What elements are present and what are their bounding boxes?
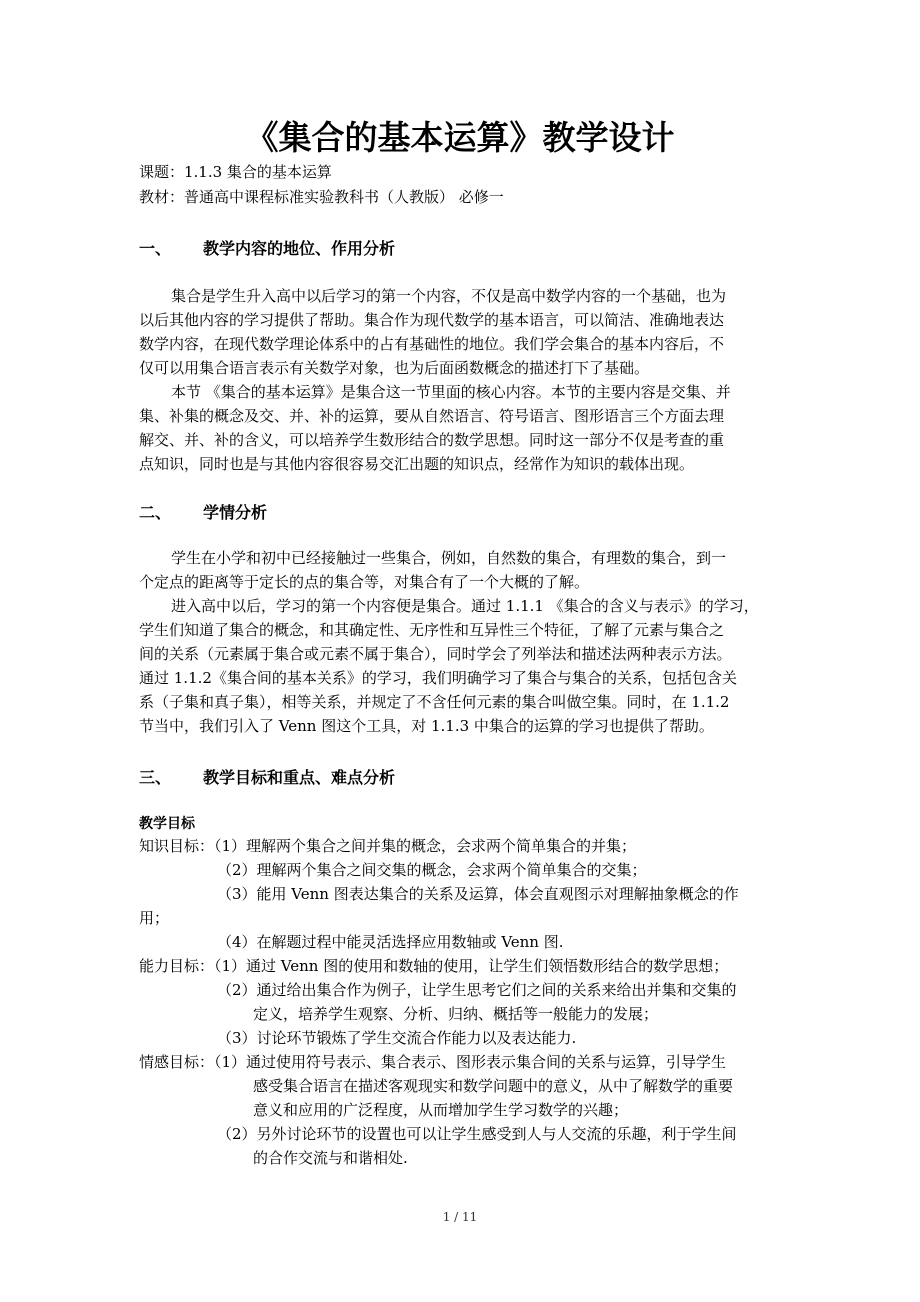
- section-3-number: 三、: [139, 768, 172, 787]
- page-number: 1 / 11: [442, 1210, 478, 1224]
- section-1-number: 一、: [139, 239, 172, 258]
- page-title: 《集合的基本运算》教学设计: [245, 118, 675, 157]
- textbook-line: 教材：普通高中课程标准实验教科书（人教版） 必修一: [139, 188, 504, 206]
- section-2-heading: [139, 500, 267, 523]
- knowledge-objective-line: （4）在解题过程中能灵活选择应用数轴或 Venn 图.: [217, 933, 564, 951]
- paragraph-line: 学生们知道了集合的概念，和其确定性、无序性和互异性三个特征，了解了元素与集合之: [139, 621, 725, 639]
- emotion-objective-line: （2）另外讨论环节的设置也可以让学生感受到人与人交流的乐趣，利于学生间: [217, 1125, 737, 1143]
- section-3-title: 教学目标和重点、难点分析: [203, 768, 396, 787]
- knowledge-objective-line: （2）理解两个集合之间交集的概念，会求两个简单集合的交集；: [217, 861, 647, 879]
- knowledge-objective-line: （3）能用 Venn 图表达集合的关系及运算，体会直观图示对理解抽象概念的作: [217, 885, 739, 903]
- paragraph-line: 点知识，同时也是与其他内容很容易交汇出题的知识点，经常作为知识的载体出现。: [139, 455, 695, 473]
- emotion-objective-line: 感受集合语言在描述客观现实和数学问题中的意义，从中了解数学的重要: [253, 1077, 734, 1095]
- paragraph-line: 学生在小学和初中已经接触过一些集合，例如，自然数的集合，有理数的集合，到一: [171, 549, 727, 567]
- paragraph-line: 本节 《集合的基本运算》是集合这一节里面的核心内容。本节的主要内容是交集、并: [171, 383, 731, 401]
- emotion-objective-line: 情感目标：（1）通过使用符号表示、集合表示、图形表示集合间的关系与运算，引导学生: [139, 1053, 727, 1071]
- topic-line: 课题：1.1.3 集合的基本运算: [139, 163, 332, 181]
- paragraph-line: 集合是学生升入高中以后学习的第一个内容，不仅是高中数学内容的一个基础，也为: [171, 287, 727, 305]
- section-1-heading: [139, 236, 395, 259]
- ability-objective-line: 定义，培养学生观察、分析、归纳、概括等一般能力的发展；: [253, 1005, 659, 1023]
- ability-objective-line: （2）通过给出集合作为例子，让学生思考它们之间的关系来给出并集和交集的: [217, 981, 737, 999]
- paragraph-line: 仅可以用集合语言表示有关数学对象，也为后面函数概念的描述打下了基础。: [139, 359, 650, 377]
- section-3-heading: [139, 765, 395, 788]
- ability-objective-line: 能力目标：（1）通过 Venn 图的使用和数轴的使用，让学生们领悟数形结合的数学思想；: [139, 957, 729, 975]
- paragraph-line: 系（子集和真子集），相等关系，并规定了不含任何元素的集合叫做空集。同时，在 1.1.2: [139, 693, 730, 711]
- emotion-objective-line: 的合作交流与和谐相处.: [253, 1149, 408, 1167]
- paragraph-line: 集、补集的概念及交、并、补的运算，要从自然语言、符号语言、图形语言三个方面去理: [139, 407, 725, 425]
- paragraph-line: 以后其他内容的学习提供了帮助。集合作为现代数学的基本语言，可以简洁、准确地表达: [139, 311, 725, 329]
- paragraph-line: 数学内容，在现代数学理论体系中的占有基础性的地位。我们学会集合的基本内容后，不: [139, 335, 725, 353]
- section-1-title: 教学内容的地位、作用分析: [203, 239, 396, 258]
- paragraph-line: 间的关系（元素属于集合或元素不属于集合），同时学会了列举法和描述法两种表示方法。: [139, 645, 732, 663]
- paragraph-line: 通过 1.1.2《集合间的基本关系》的学习，我们明确学习了集合与集合的关系，包括包含关: [139, 669, 737, 687]
- knowledge-objective-line: 知识目标：（1）理解两个集合之间并集的概念，会求两个简单集合的并集；: [139, 837, 637, 855]
- knowledge-objective-line: 用；: [139, 909, 170, 927]
- paragraph-line: 节当中，我们引入了 Venn 图这个工具，对 1.1.3 中集合的运算的学习也提供了帮助。: [139, 717, 714, 735]
- paragraph-line: 进入高中以后，学习的第一个内容便是集合。通过 1.1.1 《集合的含义与表示》的学习，: [171, 597, 759, 615]
- paragraph-line: 个定点的距离等于定长的点的集合等，对集合有了一个大概的了解。: [139, 573, 590, 591]
- emotion-objective-line: 意义和应用的广泛程度，从而增加学生学习数学的兴趣；: [253, 1101, 629, 1119]
- objectives-subheading: 教学目标: [139, 816, 195, 832]
- section-2-title: 学情分析: [203, 503, 268, 522]
- ability-objective-line: （3）讨论环节锻炼了学生交流合作能力以及表达能力.: [217, 1029, 577, 1047]
- paragraph-line: 解交、并、补的含义，可以培养学生数形结合的数学思想。同时这一部分不仅是考查的重: [139, 431, 725, 449]
- section-2-number: 二、: [139, 503, 172, 522]
